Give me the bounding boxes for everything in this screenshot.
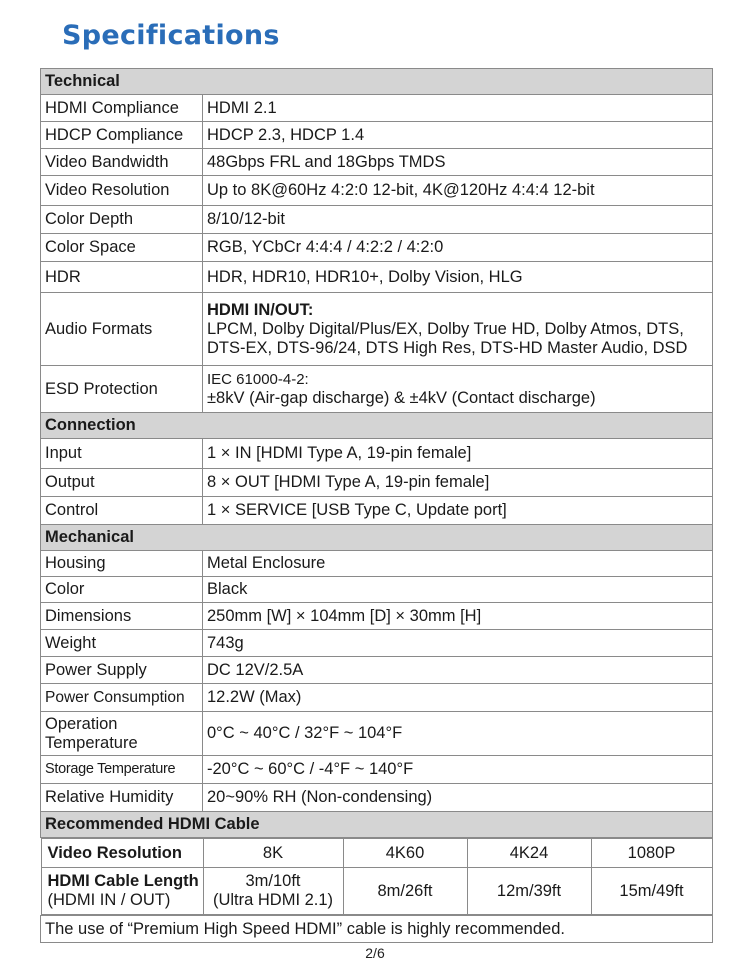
spec-label: Output — [41, 469, 203, 497]
cable-length: 15m/49ft — [591, 868, 712, 915]
section-header-connection — [41, 413, 713, 439]
spec-row-weight — [41, 630, 713, 657]
spec-label: Relative Humidity — [41, 784, 203, 812]
esd-standard: IEC 61000-4-2: — [207, 371, 309, 388]
spec-value: 1 × IN [HDMI Type A, 19-pin female] — [203, 439, 713, 469]
spec-row-relative-humidity — [41, 784, 713, 812]
esd-levels: ±8kV (Air-gap discharge) & ±4kV (Contact discharge) — [207, 389, 596, 407]
spec-value: -20°C ~ 60°C / -4°F ~ 140°F — [203, 756, 713, 784]
spec-row-audio-formats — [41, 293, 713, 366]
cable-table — [41, 838, 713, 915]
audio-line: DTS-EX, DTS-96/24, DTS High Res, DTS-HD Master Audio, DSD — [207, 338, 688, 357]
cable-resolution-row — [41, 839, 712, 868]
spec-value: Up to 8K@60Hz 4:2:0 12-bit, 4K@120Hz 4:4:4 12-bit — [203, 176, 713, 206]
spec-row-color-space — [41, 234, 713, 262]
cable-length: 8m/26ft — [343, 868, 467, 915]
cable-length-title: HDMI Cable Length — [47, 872, 199, 890]
section-header-technical — [41, 69, 713, 95]
spec-label: Video Resolution — [41, 176, 203, 206]
spec-row-power-supply — [41, 657, 713, 684]
spec-value: DC 12V/2.5A — [203, 657, 713, 684]
spec-value: 20~90% RH (Non-condensing) — [203, 784, 713, 812]
spec-label: Power Supply — [41, 657, 203, 684]
spec-value: Metal Enclosure — [203, 551, 713, 577]
spec-label: Color Depth — [41, 206, 203, 234]
spec-value: HDR, HDR10, HDR10+, Dolby Vision, HLG — [203, 262, 713, 293]
spec-value: 250mm [W] × 104mm [D] × 30mm [H] — [203, 603, 713, 630]
section-header-cable — [41, 812, 713, 838]
cable-note-row — [41, 916, 713, 943]
cable-resolution: 4K60 — [343, 839, 467, 868]
spec-label: HDR — [41, 262, 203, 293]
section-title: Mechanical — [41, 525, 713, 551]
section-title: Technical — [41, 69, 713, 95]
spec-value: 48Gbps FRL and 18Gbps TMDS — [203, 149, 713, 176]
spec-label: Video Bandwidth — [41, 149, 203, 176]
audio-heading: HDMI IN/OUT: — [207, 300, 314, 319]
section-title: Connection — [41, 413, 713, 439]
page-title: Specifications — [62, 20, 280, 51]
spec-row-input — [41, 439, 713, 469]
spec-label: Weight — [41, 630, 203, 657]
spec-label: Audio Formats — [41, 293, 203, 366]
spec-label — [41, 712, 203, 756]
spec-value — [203, 366, 713, 413]
cable-length: 12m/39ft — [467, 868, 591, 915]
cable-resolution: 1080P — [591, 839, 712, 868]
section-title: Recommended HDMI Cable — [41, 812, 713, 838]
audio-line: LPCM, Dolby Digital/Plus/EX, Dolby True HD, Dolby Atmos, DTS, — [207, 319, 684, 338]
spec-row-video-resolution — [41, 176, 713, 206]
spec-value — [203, 293, 713, 366]
cable-table-cell — [41, 838, 713, 916]
section-header-mechanical — [41, 525, 713, 551]
spec-row-color — [41, 577, 713, 603]
cable-length-subtitle: (HDMI IN / OUT) — [47, 891, 171, 909]
spec-row-color-depth — [41, 206, 713, 234]
spec-label: Housing — [41, 551, 203, 577]
cable-length-value: 3m/10ft — [245, 872, 301, 890]
label-line: Operation — [45, 714, 118, 733]
cable-length-label — [41, 868, 203, 915]
spec-row-video-bandwidth — [41, 149, 713, 176]
spec-value: HDCP 2.3, HDCP 1.4 — [203, 122, 713, 149]
cable-length-note: (Ultra HDMI 2.1) — [212, 891, 334, 909]
spec-value: 743g — [203, 630, 713, 657]
spec-row-hdcp-compliance — [41, 122, 713, 149]
spec-label: Control — [41, 497, 203, 525]
spec-label: HDMI Compliance — [41, 95, 203, 122]
spec-value: HDMI 2.1 — [203, 95, 713, 122]
spec-value: RGB, YCbCr 4:4:4 / 4:2:2 / 4:2:0 — [203, 234, 713, 262]
label-line: Temperature — [45, 733, 138, 752]
spec-label: Power Consumption — [41, 684, 203, 712]
spec-value: 8/10/12-bit — [203, 206, 713, 234]
spec-row-control — [41, 497, 713, 525]
spec-row-dimensions — [41, 603, 713, 630]
spec-value: 12.2W (Max) — [203, 684, 713, 712]
spec-label: Storage Temperature — [41, 756, 203, 784]
spec-row-power-consumption — [41, 684, 713, 712]
spec-label: Dimensions — [41, 603, 203, 630]
spec-value: Black — [203, 577, 713, 603]
cable-resolution: 8K — [203, 839, 343, 868]
cable-note: The use of “Premium High Speed HDMI” cable is highly recommended. — [41, 916, 713, 943]
spec-row-hdr — [41, 262, 713, 293]
spec-row-hdmi-compliance — [41, 95, 713, 122]
spec-label: ESD Protection — [41, 366, 203, 413]
specifications-table — [40, 68, 713, 943]
cable-resolution-label: Video Resolution — [41, 839, 203, 868]
spec-row-output — [41, 469, 713, 497]
spec-label: Color — [41, 577, 203, 603]
cable-table-row — [41, 838, 713, 916]
cable-length-8k — [203, 868, 343, 915]
cable-resolution: 4K24 — [467, 839, 591, 868]
spec-row-operation-temperature — [41, 712, 713, 756]
spec-value: 0°C ~ 40°C / 32°F ~ 104°F — [203, 712, 713, 756]
spec-label: Color Space — [41, 234, 203, 262]
spec-row-esd-protection — [41, 366, 713, 413]
page-number: 2/6 — [365, 945, 385, 961]
spec-label: Input — [41, 439, 203, 469]
spec-value: 1 × SERVICE [USB Type C, Update port] — [203, 497, 713, 525]
spec-row-storage-temperature — [41, 756, 713, 784]
cable-length-row — [41, 868, 712, 915]
spec-value: 8 × OUT [HDMI Type A, 19-pin female] — [203, 469, 713, 497]
spec-row-housing — [41, 551, 713, 577]
spec-label: HDCP Compliance — [41, 122, 203, 149]
